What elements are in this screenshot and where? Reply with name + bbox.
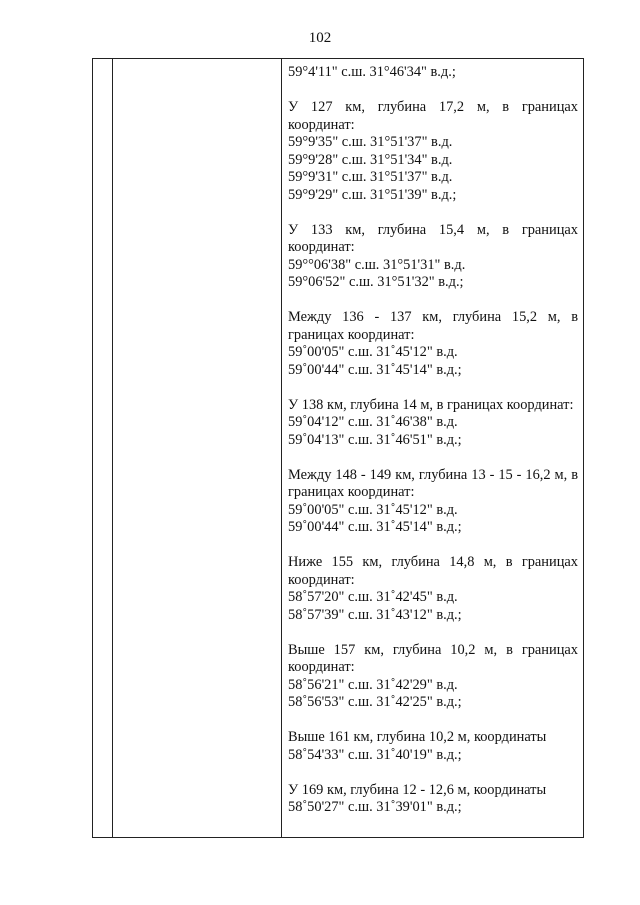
table-top-border [92, 58, 584, 59]
coordinate-line: 59˚00'44" с.ш. 31˚45'14" в.д.; [288, 519, 462, 535]
coordinate-line: 59°9'28" с.ш. 31°51'34" в.д. [288, 151, 453, 168]
coordinate-line: 58˚56'21" с.ш. 31˚42'29" в.д. [288, 676, 458, 693]
location-entry [288, 467, 578, 537]
location-entry [288, 64, 578, 82]
coordinate-line: 58˚57'39" с.ш. 31˚43'12" в.д.; [288, 606, 462, 623]
coordinate-line: 58˚57'20" с.ш. 31˚42'45" в.д. [288, 589, 458, 605]
table-right-border [583, 58, 584, 838]
table-bottom-border [92, 837, 584, 838]
page-number: 102 [308, 30, 332, 46]
coordinate-line: 59°°06'38" с.ш. 31°51'31" в.д. [288, 256, 466, 273]
location-entry [288, 782, 578, 817]
coordinate-line: 59°06'52" с.ш. 31°51'32" в.д.; [288, 274, 464, 290]
coordinate-line: 59˚04'13" с.ш. 31˚46'51" в.д.; [288, 431, 462, 448]
location-entry [288, 99, 578, 204]
location-description: Между 148 - 149 км, глубина 13 - 15 - 16,2 м, в границах координат: [288, 466, 578, 500]
location-description: У 138 км, глубина 14 м, в границах координат: [288, 396, 574, 413]
location-description: У 127 км, глубина 17,2 м, в границах координат: [288, 99, 578, 133]
coordinate-line: 58˚56'53" с.ш. 31˚42'25" в.д.; [288, 694, 462, 710]
coordinate-line: 59°9'31" с.ш. 31°51'37" в.д. [288, 169, 453, 185]
coordinate-line: 58˚54'33" с.ш. 31˚40'19" в.д.; [288, 746, 462, 763]
coordinates-cell [288, 64, 578, 834]
table [92, 58, 584, 838]
location-entry [288, 222, 578, 292]
location-entry [288, 397, 578, 450]
coordinate-line: 59˚04'12" с.ш. 31˚46'38" в.д. [288, 414, 458, 430]
location-entry [288, 309, 578, 379]
location-entry [288, 642, 578, 712]
location-entry [288, 729, 578, 764]
coordinate-line: 58˚50'27" с.ш. 31˚39'01" в.д.; [288, 799, 462, 815]
coordinate-line: 59˚00'05" с.ш. 31˚45'12" в.д. [288, 501, 458, 518]
location-description: Выше 161 км, глубина 10,2 м, координаты [288, 729, 547, 745]
table-left-border [92, 58, 93, 838]
location-description: У 169 км, глубина 12 - 12,6 м, координаты [288, 781, 547, 798]
location-description: Между 136 - 137 км, глубина 15,2 м, в границах координат: [288, 309, 578, 343]
column-divider-2 [281, 58, 282, 838]
coordinate-line: 59˚00'44" с.ш. 31˚45'14" в.д.; [288, 361, 462, 378]
location-description: Ниже 155 км, глубина 14,8 м, в границах координат: [288, 554, 578, 588]
coordinate-line: 59°9'35" с.ш. 31°51'37" в.д. [288, 134, 453, 150]
coordinate-line: 59°9'29" с.ш. 31°51'39" в.д.; [288, 186, 457, 203]
location-entry [288, 554, 578, 624]
coordinate-line: 59°4'11" с.ш. 31°46'34" в.д.; [288, 64, 456, 80]
location-description: У 133 км, глубина 15,4 м, в границах координат: [288, 221, 578, 255]
coordinate-line: 59˚00'05" с.ш. 31˚45'12" в.д. [288, 344, 458, 360]
location-description: Выше 157 км, глубина 10,2 м, в границах координат: [288, 641, 578, 675]
column-divider-1 [112, 58, 113, 838]
